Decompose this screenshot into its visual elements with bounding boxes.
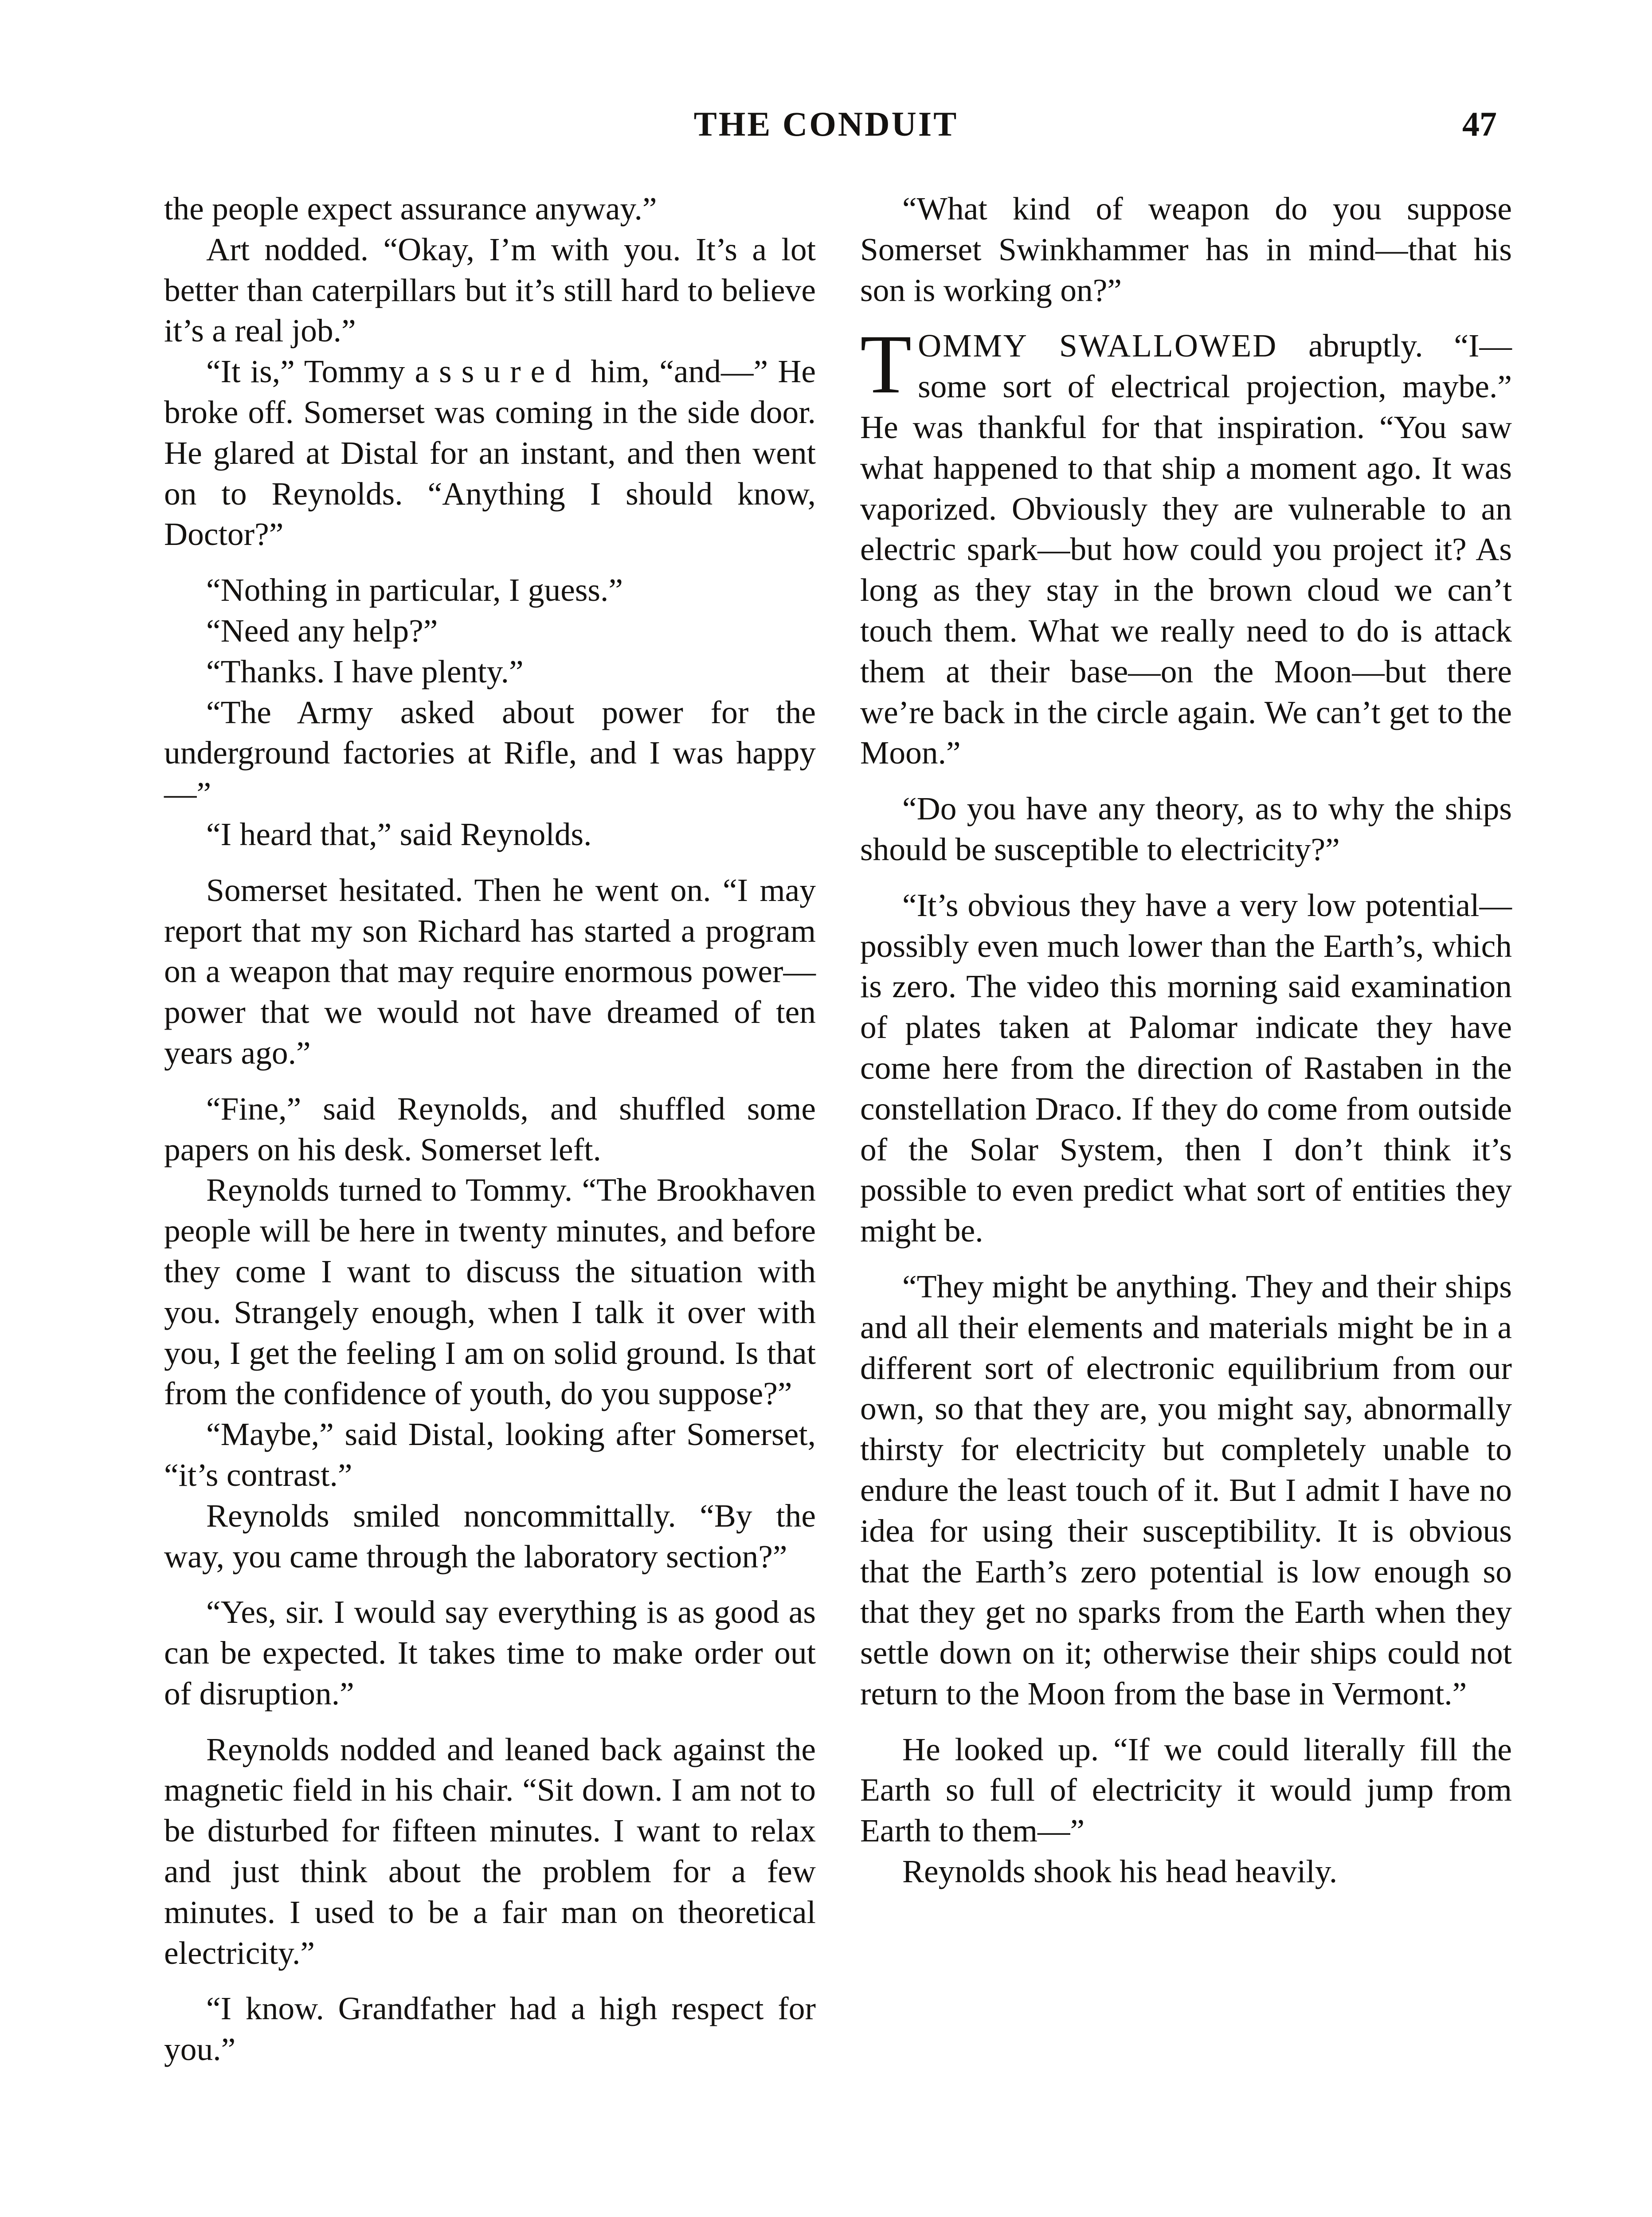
running-header [0, 98, 1652, 151]
paragraph: Somerset hesitated. Then he went on. “I may report that my son Richard has started a program on a weapon that may require enormous power—power that we would not have dreamed of ten years ago.” [164, 872, 816, 1071]
paragraph: “Yes, sir. I would say everything is as good as can be expected. It takes time to make order out of disruption.” [164, 1594, 816, 1712]
paragraph: Reynolds smiled noncommittally. “By the way, you came through the laboratory section?” [164, 1497, 816, 1575]
paragraph: “Need any help?” [206, 612, 438, 649]
section-opening-paragraph [860, 318, 1512, 773]
paragraph: “Fine,” said Reynolds, and shuffled some papers on his desk. Somerset left. [164, 1090, 816, 1167]
paragraph-text: him, “and—” He broke off. Somerset was coming in the side door. He glared at Distal for an instant, and then went on to Reynolds. “Anything I should know, Doctor?” [164, 353, 816, 552]
paragraph [164, 351, 816, 555]
paragraph: “Do you have any theory, as to why the ships should be susceptible to electricity?” [860, 791, 1512, 867]
drop-cap: T [860, 318, 912, 411]
paragraph-text: “It is,” Tommy [206, 353, 405, 390]
spaced-word: assured [415, 353, 581, 390]
page-number: 47 [1462, 105, 1497, 143]
paragraph: “Maybe,” said Distal, looking after Somerset, “it’s contrast.” [164, 1416, 816, 1493]
paragraph: “They might be anything. They and their ships and all their elements and materials might be in a different sort of electronic equilibrium from our own, so that they are, you might say, abnormally thirsty for electricity but completely unable to endure the least touch of it. But I admit I have no idea for using their susceptibility. It is obvious that the Earth’s zero potential is low enough so that they get no sparks from the Earth when they settle down on it; otherwise their ships could not return to the Moon from the base in Vermont.” [860, 1268, 1512, 1712]
drop-cap-lead-in: OMMY SWALLOWED [918, 328, 1278, 364]
paragraph: “I know. Grandfather had a high respect for you.” [164, 1990, 816, 2068]
left-column [164, 188, 816, 2217]
paragraph: “I heard that,” said Reynolds. [206, 816, 592, 852]
running-title: THE CONDUIT [693, 105, 959, 143]
paragraph: He looked up. “If we could literally fill the Earth so full of electricity it would jump from Earth to them—” [860, 1731, 1512, 1849]
paragraph: “It’s obvious they have a very low potential—possibly even much lower than the Earth’s, which is zero. The video this morning said examination of plates taken at Palomar indicate they have come here from the direction of Rastaben in the constellation Draco. If they do come from outside of the Solar System, then I don’t think it’s possible to even predict what sort of entities they might be. [860, 887, 1512, 1249]
paragraph-text: abruptly. “I—some sort of electrical projection, maybe.” He was thankful for that inspiration. “You saw what happened to that ship a moment ago. It was vaporized. Obviously they are vulnerable to an electric spark—but how could you project it? As long as they stay in the brown cloud we can’t touch them. What we really need to do is attack them at their base—on the Moon—but there we’re back in the circle again. We can’t get to the Moon.” [860, 328, 1512, 771]
right-column [860, 188, 1512, 2217]
paragraph: “Thanks. I have plenty.” [206, 653, 524, 689]
paragraph: Art nodded. “Okay, I’m with you. It’s a lot better than caterpillars but it’s still hard to believe it’s a real job.” [164, 231, 816, 349]
paragraph: Reynolds turned to Tommy. “The Brookhaven people will be here in twenty minutes, and before they come I want to discuss the situation with you. Strangely enough, when I talk it over with you, I get the feeling I am on solid ground. Is that from the confidence of youth, do you suppose?” [164, 1172, 816, 1412]
paragraph: “What kind of weapon do you suppose Somerset Swinkhammer has in mind—that his son is working on?” [860, 191, 1512, 308]
paragraph: the people expect assurance anyway.” [164, 191, 657, 227]
paragraph: “Nothing in particular, I guess.” [206, 572, 623, 608]
paragraph: Reynolds shook his head heavily. [902, 1853, 1338, 1890]
paragraph: Reynolds nodded and leaned back against the magnetic field in his chair. “Sit down. I am not to be disturbed for fifteen minutes. I want to relax and just think about the problem for a few minutes. I used to be a fair man on theoretical electricity.” [164, 1731, 816, 1971]
paragraph: “The Army asked about power for the underground factories at Rifle, and I was happy—” [164, 694, 816, 812]
